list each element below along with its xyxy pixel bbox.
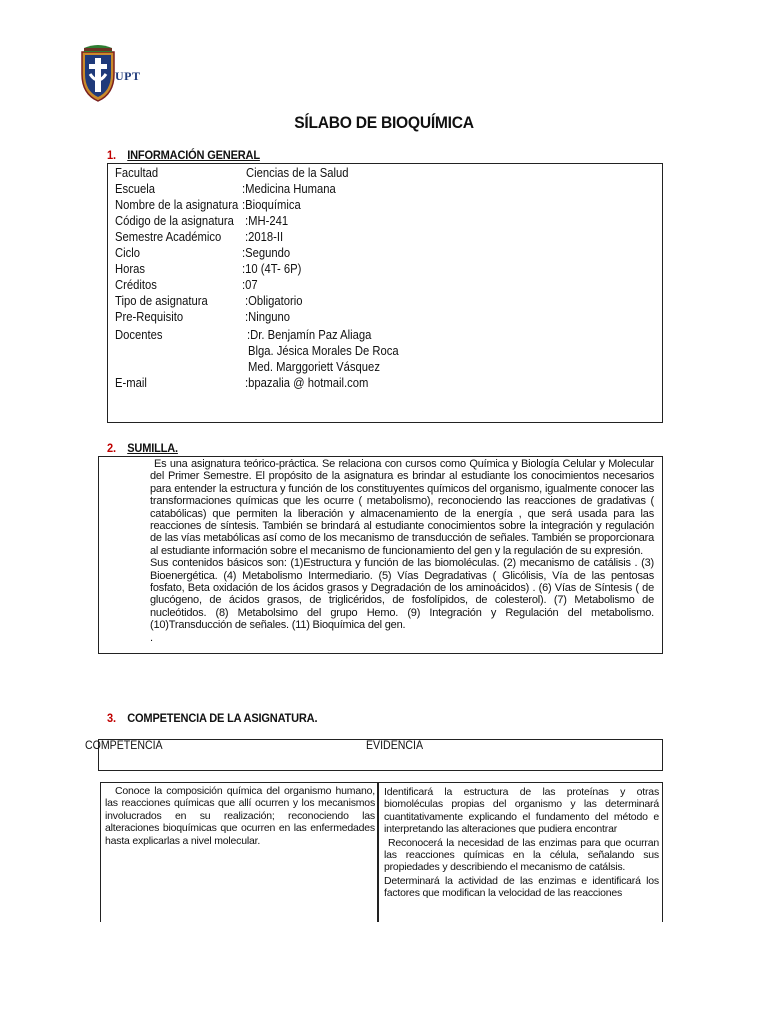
info-value-docente-2: Blga. Jésica Morales De Roca [248, 344, 399, 358]
info-value-tipo: :Obligatorio [245, 294, 303, 308]
sumilla-paragraph: Es una asignatura teórico-práctica. Se relaciona con cursos como Química y Biología Celular y Molecular del Primer Semestre. El propósito de la asignatura es brindar al estudiante los conocimientos necesarios para entender la estructura y función de los constituyentes químicos del organismo, igualmente conocer las transformaciones químicas que les ocurre ( metabolismo), reconociendo las reacciones de gradativas ( catabólicas) que permiten la liberación y almacenamiento de la energía , que será usada para las reacciones de síntesis. También se brindará al estudiante conocimientos sobre la integración y regulación de las vías metabólicas así como de los mecanismo de transducción de señales. También se proporcionara al estudiante información sobre el mecanismo de funcionamiento del gen y la regulación de su expresión. [150, 458, 654, 557]
evidencia-item: Reconocerá la necesidad de las enzimas para que ocurran las reacciones químicas en la célula, señalando sus propiedades y describiendo el mecanismo de catálsis. [384, 836, 659, 874]
info-value-escuela: :Medicina Humana [242, 182, 336, 196]
competencia-text [105, 785, 375, 848]
info-value-ciclo: :Segundo [242, 246, 291, 260]
evidencia-item: Determinará la actividad de las enzimas e identificará los factores que modifican la velocidad de las reacciones [384, 874, 659, 900]
university-logo [78, 44, 178, 104]
info-label-semestre: Semestre Académico [115, 230, 222, 244]
info-value-horas: :10 (4T- 6P) [242, 262, 302, 276]
info-label-tipo: Tipo de asignatura [115, 294, 208, 308]
header-evidencia: EVIDENCIA [366, 740, 424, 752]
info-value-email: :bpazalia @ hotmail.com [245, 376, 369, 390]
info-value-creditos: :07 [242, 278, 258, 292]
competencia-paragraph: Conoce la composición química del organismo humano, las reacciones químicas que allí ocurren y los mecanismos involucrados en su realización; reconociendo las alteraciones bioquímicas que ocurren en las enfermedades hasta explicarlas a nivel molecular. [105, 785, 375, 847]
crest-icon [78, 44, 118, 104]
info-label-codigo: Código de la asignatura [115, 214, 234, 228]
info-value-codigo: :MH-241 [245, 214, 289, 228]
logo-text: UPT [115, 69, 141, 83]
section-title: COMPETENCIA DE LA ASIGNATURA. [127, 711, 318, 725]
info-label-prerequisito: Pre-Requisito [115, 310, 184, 324]
info-label-asignatura: Nombre de la asignatura [115, 198, 239, 212]
info-label-escuela: Escuela [115, 182, 156, 196]
info-value-prerequisito: :Ninguno [245, 310, 291, 324]
info-label-horas: Horas [115, 262, 146, 276]
section-competencia-heading [107, 711, 317, 725]
info-value-docente-3: Med. Marggoriett Vásquez [248, 360, 380, 374]
section-sumilla-heading [107, 441, 178, 455]
section-number: 2. [107, 441, 116, 455]
info-value-facultad: Ciencias de la Salud [246, 166, 349, 180]
section-general-heading [107, 148, 260, 162]
sumilla-trailing: . [150, 631, 153, 644]
evidencia-item: Identificará la estructura de las proteínas y otras biomoléculas propias del organismo y las determinará cuantitativamente explicando el fundamento del método e interpretando las alteraciones que pudiera encontrar [384, 786, 659, 836]
sumilla-paragraph: Sus contenidos básicos son: (1)Estructura y función de las biomoléculas. (2) mecanismo de catálisis . (3) Bioenergética. (4) Metabolismo Intermediario. (5) Vías Degradativas ( Glicólisis, Vía de las pentosas fosfato, Beta oxidación de los ácidos grasos y Degradación de los aminoácidos) . (6) Vías de Síntesis ( de glucógeno, de ácidos grasos, de triglicéridos, de fosfolípidos, de colesterol). (7) Metabolismo de nucleótidos. (8) Metabolsimo del grupo Hemo. (9) Integración y Regulación del metabolismo. (10)Transducción de señales. (11) Bioquímica del gen. [150, 557, 654, 632]
info-label-ciclo: Ciclo [115, 246, 141, 260]
info-value-asignatura: :Bioquímica [242, 198, 301, 212]
info-label-email: E-mail [115, 376, 147, 390]
header-competencia: COMPETENCIA [85, 740, 163, 752]
section-number: 1. [107, 148, 116, 162]
info-value-semestre: :2018-II [245, 230, 284, 244]
section-title: INFORMACIÓN GENERAL [127, 148, 260, 162]
info-label-creditos: Créditos [115, 278, 157, 292]
info-label-facultad: Facultad [115, 166, 159, 180]
section-title: SUMILLA. [127, 441, 178, 455]
info-value-docente-1: :Dr. Benjamín Paz Aliaga [247, 328, 372, 342]
info-label-docentes: Docentes [115, 328, 163, 342]
section-number: 3. [107, 711, 116, 725]
page-title: SÍLABO DE BIOQUÍMICA [294, 113, 474, 132]
sumilla-text [150, 458, 654, 644]
evidencia-text [384, 786, 659, 901]
